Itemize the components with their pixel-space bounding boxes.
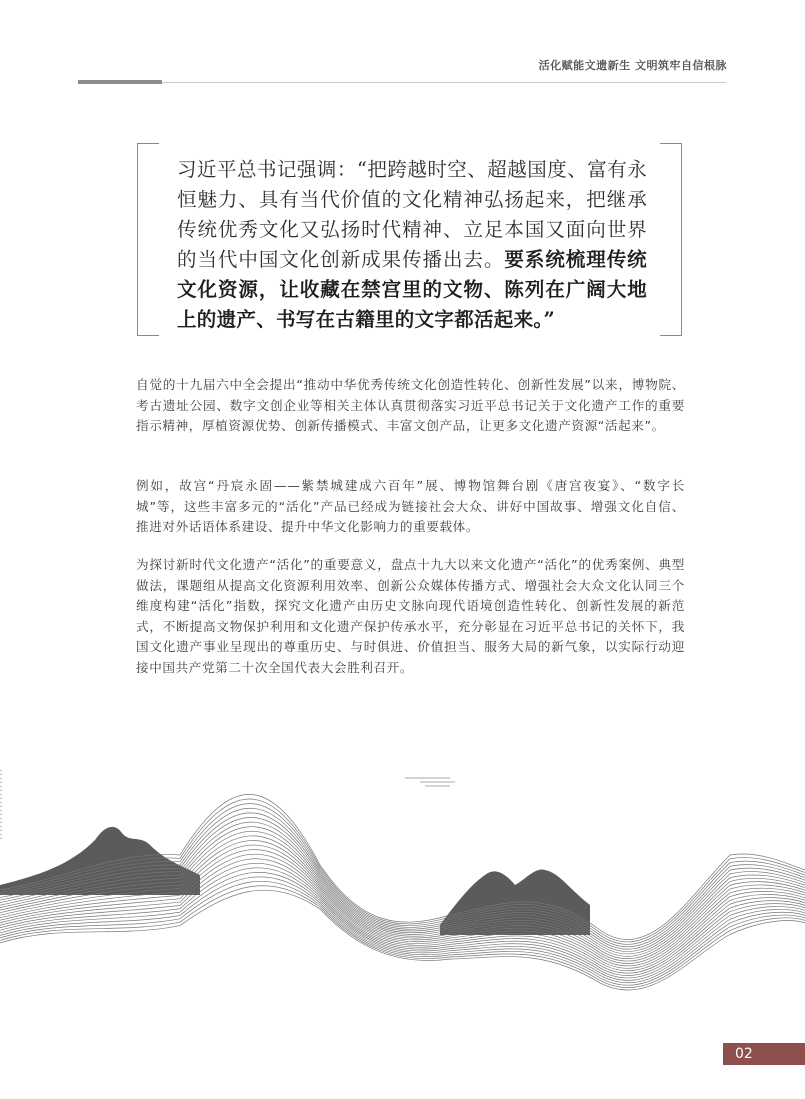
quote-text-regular: 习近平总书记强调：“把跨越时空、超越国度、富有永恒魅力、具有当代价值的文化精神弘扬起来，把继承传统优秀文化又弘扬时代精神、立足本国又面向世界的当代中国文化创新成果传播出去。 (177, 158, 647, 271)
quote-text (177, 155, 647, 335)
paragraph-2: 例如，故宫“丹宸永固——紫禁城建成六百年”展、博物馆舞台剧《唐宫夜宴》、“数字长城”等，这些丰富多元的“活化”产品已经成为链接社会大众、讲好中国故事、增强文化自信、推进对外话语体系建设、提升中华文化影响力的重要载体。 (136, 478, 685, 535)
mountain-line-art (0, 755, 805, 1045)
header-rule (78, 82, 726, 83)
contour-line (0, 881, 805, 985)
quote-box (137, 143, 682, 336)
header-accent-bar (78, 80, 162, 84)
cloud-mark (405, 778, 455, 786)
mountain-left (0, 827, 200, 895)
paragraph-3: 为探讨新时代文化遗产“活化”的重要意义，盘点十九大以来文化遗产“活化”的优秀案例、典型做法，课题组从提高文化资源利用效率、创新公众媒体传播方式、增强社会大众文化认同三个维度构建“活化”指数，探究文化遗产由历史文脉向现代语境创造性转化、创新性发展的新范式，不断提高文物保护利用和文化遗产保护传承水平，充分彰显在习近平总书记的关怀下，我国文化遗产事业呈现出的尊重历史、与时俱进、价值担当、服务大局的新气象，以实际行动迎接中国共产党第二十次全国代表大会胜利召开。 (136, 557, 685, 675)
page-number-badge: 02 (723, 1043, 805, 1065)
quote-text-bold: 要系统梳理传统文化资源，让收藏在禁宫里的文物、陈列在广阔大地上的遗产、书写在古籍里的文字都活起来。” (177, 248, 647, 331)
paragraph-1: 自觉的十九届六中全会提出“推动中华优秀传统文化创造性转化、创新性发展”以来，博物院、考古遗址公园、数字文创企业等相关主体认真贯彻落实习近平总书记关于文化遗产工作的重要指示精神，厚植资源优势、创新传播模式、丰富文创产品，让更多文化遗产资源“活起来”。 (136, 377, 685, 434)
header-title: 活化赋能文遗新生 文明筑牢自信根脉 (538, 59, 727, 72)
quote-bracket-right (660, 143, 682, 336)
quote-bracket-left (137, 143, 159, 336)
contour-line (0, 886, 805, 988)
